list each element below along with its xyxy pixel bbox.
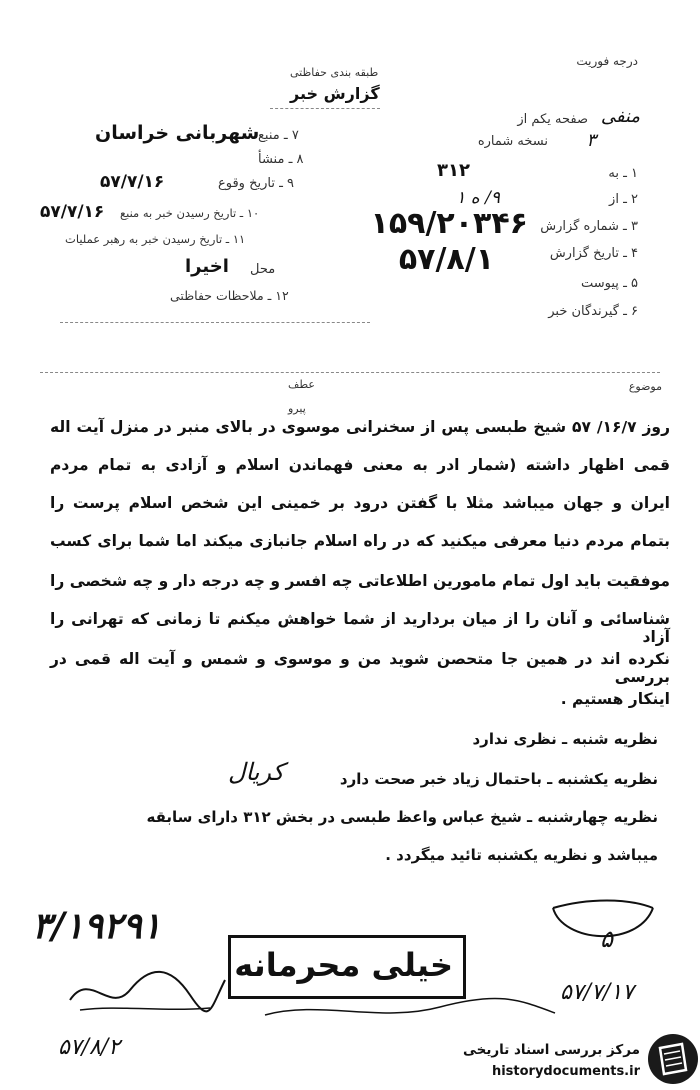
stamp-text: خیلی محرمانه [234, 946, 453, 984]
body-line: شناسائی و آنان را از میان بردارید از شما خواهش میکنم تا زمانی که تهرانی را آزاد [50, 610, 670, 646]
opinion-line: نظریه یکشنبه ـ باحتمال زیاد خبر صحت دارد [339, 770, 658, 788]
right-form-label: ۴ ـ تاریخ گزارش [549, 246, 638, 261]
left-form-label: ۱۱ ـ تاریخ رسیدن خبر به رهبر عملیات [65, 232, 246, 246]
copy-value: ۳ [586, 130, 596, 151]
handwritten-number: ۵ [600, 925, 613, 953]
footer-url: historydocuments.ir [491, 1064, 640, 1079]
body-line: ایران و جهان میباشد مثلا با گفتن درود بر خمینی این شخص اسلام پرست را [50, 494, 670, 512]
footer-org: مرکز بررسی اسناد تاریخی [462, 1042, 640, 1058]
right-form-value: ۱۵۹/۲۰۳۴۶ [370, 206, 528, 241]
opinion-line: میباشد و نظریه یکشنبه تائید میگردد . [385, 846, 658, 864]
left-form-label: محل [250, 262, 276, 277]
left-form-label: ۹ ـ تاریخ وقوع [218, 176, 295, 191]
right-form-label: ۱ ـ به [608, 166, 638, 181]
right-form-label: ۶ ـ گیرندگان خبر [548, 304, 638, 319]
copy-label: نسخه شماره [477, 134, 548, 149]
left-form-label: ۸ ـ منشأ [258, 152, 304, 167]
opinion-line: نظریه چهارشنبه ـ شیخ عباس واعظ طبسی در بخش ۳۱۲ دارای سابقه [146, 808, 658, 826]
body-line: بتمام مردم دنیا معرفی میکنید که در راه اسلام جانبازی میکند اما شما برای کسب [50, 532, 670, 550]
handwritten-number: ۳/۱۹۲۹۱ [32, 905, 162, 947]
ref-label: پیرو [288, 402, 306, 415]
body-line: موفقیت باید اول تمام مامورین اطلاعاتی چه افسر و چه درجه دار و چه شخصی را [50, 572, 670, 590]
opinion-line: نظریه شنبه ـ نظری ندارد [472, 730, 658, 748]
left-form-value: ۵۷/۷/۱۶ [100, 172, 165, 192]
left-form-value: اخیرا [185, 256, 229, 277]
handwritten-date: ۵۷/۸/۲ [58, 1035, 121, 1060]
body-line: روز ۱۶/۷/ ۵۷ شیخ طبسی پس از سخنرانی موسوی در بالای منبر در منزل آیت اله [50, 418, 670, 436]
right-form-label: ۳ ـ شماره گزارش [540, 219, 638, 234]
subject-label: موضوع [628, 380, 662, 393]
right-form-value: ۳۱۲ [437, 160, 470, 181]
left-form-label: ۱۰ ـ تاریخ رسیدن خبر به منبع [120, 206, 260, 220]
classification-stamp [228, 935, 466, 999]
left-form-value: شهربانی خراسان [95, 122, 260, 144]
archive-logo-icon [648, 1034, 698, 1084]
urgency-label: درجه فوریت [576, 54, 638, 68]
body-line: قمی اظهار داشته (شمار ادر به معنی فهماندن اسلام و آزادی به تمام مردم [50, 456, 670, 474]
source-value: منفی [600, 106, 640, 127]
right-form-value: ۹/ ه ۱ [456, 188, 500, 208]
body-line: نکرده اند در همین جا متحصن شوید من و موسوی و شمس و آیت اله قمی در بررسی [50, 650, 670, 686]
left-form-value: ۵۷/۷/۱۶ [40, 202, 105, 222]
left-form-label: ۷ ـ منبع [258, 128, 299, 143]
right-form-value: ۵۷/۸/۱ [398, 242, 494, 277]
report-title: گزارش خبر [290, 84, 380, 103]
signature-scribble-middle [260, 995, 560, 1025]
body-line: اینکار هستیم . [560, 690, 670, 708]
handwritten-note: کریال [228, 758, 285, 786]
attach-label: عطف [288, 378, 315, 391]
right-form-label: ۵ ـ پیوست [581, 276, 638, 291]
right-form-label: ۲ ـ از [609, 192, 638, 207]
signature-scribble-left [60, 960, 230, 1020]
handwritten-date: ۵۷/۷/۱۷ [560, 980, 634, 1005]
classification-label: طبقه بندی حفاظتی [290, 66, 379, 79]
source-label: صفحه یکم از [517, 112, 588, 127]
left-form-label: ۱۲ ـ ملاحظات حفاظتی [170, 288, 289, 303]
